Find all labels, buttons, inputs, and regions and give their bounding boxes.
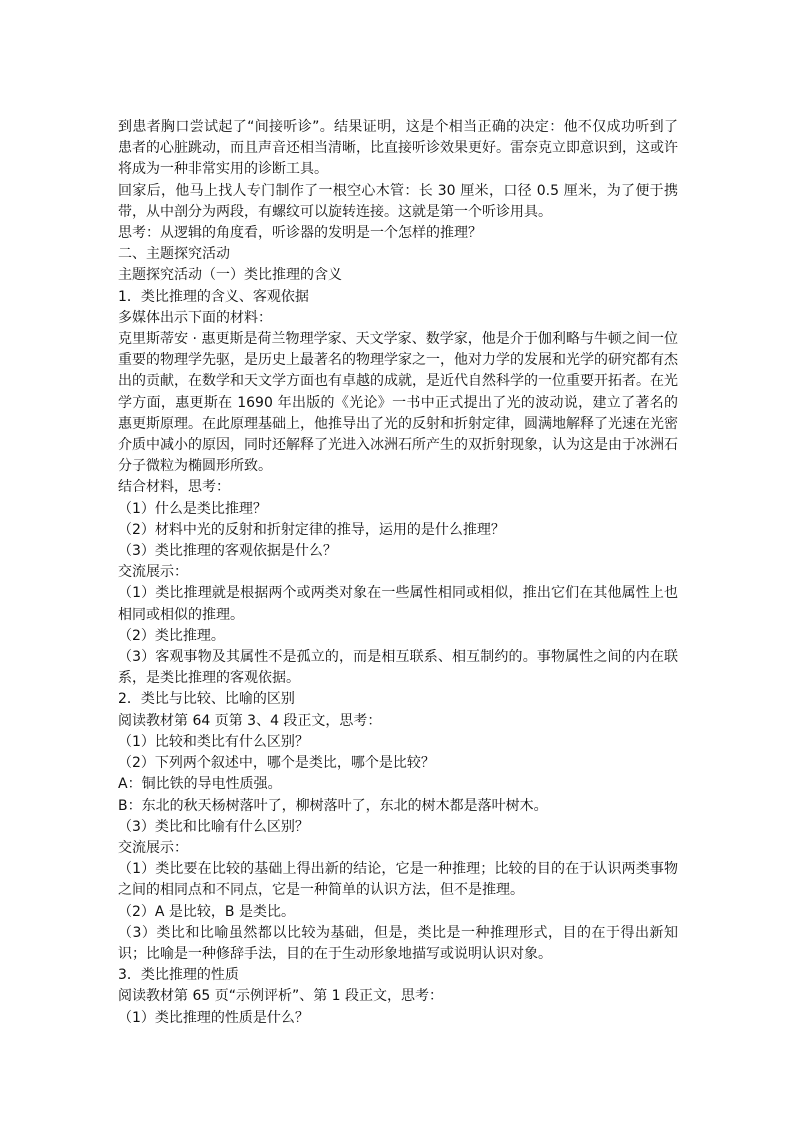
exchange-heading: 交流展示：	[118, 564, 188, 581]
paragraph-think-prompt: 结合材料，思考：	[118, 479, 230, 496]
answer-item: （1）类比要在比较的基础上得出新的结论，它是一种推理；比较的目的在于认识两类事物之间的相同点和不同点，它是一种简单的认识方法，但不是推理。	[118, 861, 678, 899]
question-item: （3）类比推理的客观依据是什么？	[118, 543, 337, 560]
paragraph-auscultation-story: 到患者胸口尝试起了“间接听诊”。结果证明，这是个相当正确的决定：他不仅成功听到了患者的心脏跳动，而且声音还相当清晰，比直接听诊效果更好。雷奈克立即意识到，这或许将成为一种非常实用的诊断工具。	[118, 119, 678, 178]
question-item: （1）什么是类比推理？	[118, 500, 267, 517]
paragraph-reading-task: 阅读教材第 64 页第 3、4 段正文，思考：	[118, 712, 382, 729]
paragraph-stethoscope-making: 回家后，他马上找人专门制作了一根空心木管：长 30 厘米，口径 0.5 厘米，为了便于携带，从中剖分为两段，有螺纹可以旋转连接。这就是第一个听诊用具。	[118, 182, 678, 220]
section-heading-inquiry: 二、主题探究活动	[118, 246, 230, 263]
question-item: （3）类比和比喻有什么区别？	[118, 818, 309, 835]
point-heading-3: 3．类比推理的性质	[118, 967, 239, 984]
answer-item: （1）类比推理就是根据两个或两类对象在一些属性相同或相似，推出它们在其他属性上也相同或相似的推理。	[118, 585, 678, 623]
paragraph-media-intro: 多媒体出示下面的材料：	[118, 309, 272, 326]
answer-item: （3）类比和比喻虽然都以比较为基础，但是，类比是一种推理形式，目的在于得出新知识；比喻是一种修辞手法，目的在于生动形象地描写或说明认识对象。	[118, 924, 678, 962]
point-heading-1: 1．类比推理的含义、客观依据	[118, 288, 309, 305]
example-item-a: A：铜比铁的导电性质强。	[118, 776, 282, 793]
answer-item: （2）类比推理。	[118, 627, 225, 644]
point-heading-2: 2．类比与比较、比喻的区别	[118, 691, 295, 708]
question-item: （1）类比推理的性质是什么？	[118, 1009, 309, 1026]
paragraph-reading-task: 阅读教材第 65 页“示例评析”、第 1 段正文，思考：	[118, 988, 444, 1005]
exchange-heading: 交流展示：	[118, 839, 188, 856]
subsection-heading-activity-1: 主题探究活动（一）类比推理的含义	[118, 267, 342, 284]
example-item-b: B：东北的秋天杨树落叶了，柳树落叶了，东北的树木都是落叶树木。	[118, 797, 548, 814]
question-item: （1）比较和类比有什么区别？	[118, 733, 309, 750]
document-page	[118, 117, 678, 1029]
paragraph-huygens-material: 克里斯蒂安 · 惠更斯是荷兰物理学家、天文学家、数学家，他是介于伽利略与牛顿之间一位重要的物理学先驱，是历史上最著名的物理学家之一，他对力学的发展和光学的研究都有杰出的贡献，在数学和天文学方面也有卓越的成就，是近代自然科学的一位重要开拓者。在光学方面，惠更斯在 1690 年出版的《光论》一书中正式提出了光的波动说，建立了著名的惠更斯原理。在此原理基础上，他推导出了光的反射和折射定律，圆满地解释了光速在光密介质中减小的原因，同时还解释了光进入冰洲石所产生的双折射现象，认为这是由于冰洲石分子微粒为椭圆形所致。	[118, 331, 678, 475]
question-item: （2）下列两个叙述中，哪个是类比，哪个是比较？	[118, 755, 435, 772]
answer-item: （2）A 是比较，B 是类比。	[118, 903, 295, 920]
answer-item: （3）客观事物及其属性不是孤立的，而是相互联系、相互制约的。事物属性之间的内在联系，是类比推理的客观依据。	[118, 649, 678, 687]
paragraph-think-question: 思考：从逻辑的角度看，听诊器的发明是一个怎样的推理？	[118, 225, 482, 242]
question-item: （2）材料中光的反射和折射定律的推导，运用的是什么推理？	[118, 521, 505, 538]
